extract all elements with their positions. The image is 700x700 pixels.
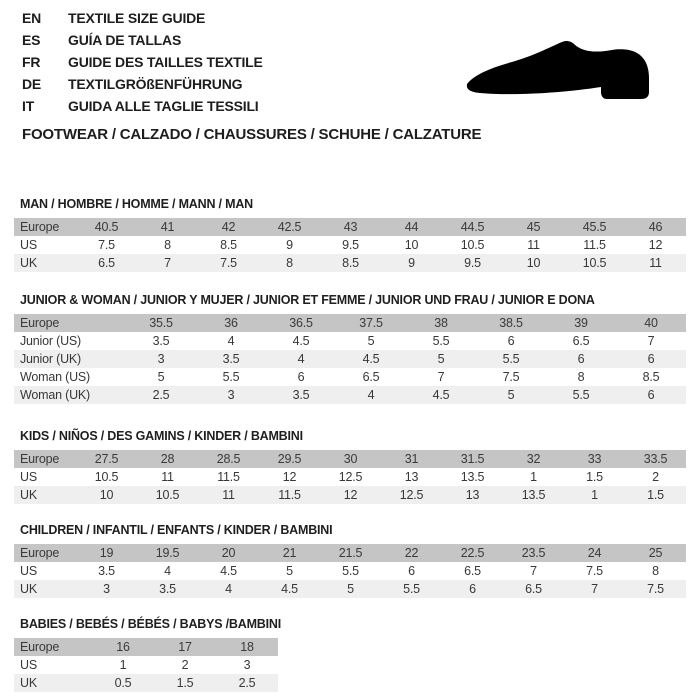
size-cell: 4 — [266, 350, 336, 368]
section-title: JUNIOR & WOMAN / JUNIOR Y MUJER / JUNIOR ET FEMME / JUNIOR UND FRAU / JUNIOR E DONA — [20, 293, 595, 307]
section-title: CHILDREN / INFANTIL / ENFANTS / KINDER / BAMBINI — [20, 523, 333, 537]
size-cell: 22.5 — [442, 544, 503, 562]
section-man — [14, 197, 686, 272]
row-label: Junior (US) — [14, 332, 126, 350]
size-cell: 5 — [406, 350, 476, 368]
table-row — [14, 350, 686, 368]
table-row — [14, 368, 686, 386]
size-cell: 6 — [476, 332, 546, 350]
size-cell: 7 — [406, 368, 476, 386]
size-table — [14, 638, 278, 692]
table-row — [14, 544, 686, 562]
language-label: TEXTILE SIZE GUIDE — [68, 10, 206, 26]
size-cell: 5 — [320, 580, 381, 598]
size-cell: 6 — [266, 368, 336, 386]
size-cell: 3 — [126, 350, 196, 368]
size-cell: 17 — [154, 638, 216, 656]
table-row — [14, 218, 686, 236]
size-cell: 11 — [625, 254, 686, 272]
table-row — [14, 468, 686, 486]
size-cell: 27.5 — [76, 450, 137, 468]
section-title: KIDS / NIÑOS / DES GAMINS / KINDER / BAMBINI — [20, 429, 303, 443]
row-label: US — [14, 468, 76, 486]
size-cell: 1 — [92, 656, 154, 674]
size-table — [14, 544, 686, 598]
size-cell: 44.5 — [442, 218, 503, 236]
size-cell: 32 — [503, 450, 564, 468]
size-cell: 13.5 — [442, 468, 503, 486]
size-cell: 6.5 — [442, 562, 503, 580]
size-table — [14, 450, 686, 504]
size-cell: 12.5 — [320, 468, 381, 486]
table-row — [14, 254, 686, 272]
size-cell: 28 — [137, 450, 198, 468]
table-row — [14, 386, 686, 404]
size-cell: 42.5 — [259, 218, 320, 236]
language-code: EN — [22, 10, 42, 26]
row-label: Woman (US) — [14, 368, 126, 386]
size-cell: 3.5 — [76, 562, 137, 580]
size-cell: 6 — [546, 350, 616, 368]
size-cell: 11.5 — [564, 236, 625, 254]
size-cell: 29.5 — [259, 450, 320, 468]
size-cell: 8 — [137, 236, 198, 254]
size-cell: 4 — [336, 386, 406, 404]
size-cell: 2.5 — [216, 674, 278, 692]
size-cell: 6 — [616, 386, 686, 404]
table-row — [14, 314, 686, 332]
size-cell: 38 — [406, 314, 476, 332]
size-cell: 22 — [381, 544, 442, 562]
size-cell: 7.5 — [564, 562, 625, 580]
size-cell: 10 — [76, 486, 137, 504]
language-row — [22, 51, 263, 73]
size-cell: 43 — [320, 218, 381, 236]
size-cell: 5 — [259, 562, 320, 580]
size-cell: 8.5 — [616, 368, 686, 386]
section-title: MAN / HOMBRE / HOMME / MANN / MAN — [20, 197, 253, 211]
size-cell: 5.5 — [196, 368, 266, 386]
size-cell: 4.5 — [198, 562, 259, 580]
size-cell: 3 — [76, 580, 137, 598]
size-cell: 2 — [154, 656, 216, 674]
size-cell: 16 — [92, 638, 154, 656]
size-cell: 12 — [259, 468, 320, 486]
size-cell: 20 — [198, 544, 259, 562]
size-cell: 6 — [616, 350, 686, 368]
row-label: Europe — [14, 218, 76, 236]
size-table — [14, 314, 686, 404]
row-label: UK — [14, 674, 92, 692]
size-cell: 37.5 — [336, 314, 406, 332]
table-row — [14, 332, 686, 350]
size-cell: 5.5 — [381, 580, 442, 598]
size-cell: 7.5 — [76, 236, 137, 254]
size-cell: 7 — [564, 580, 625, 598]
size-cell: 1 — [503, 468, 564, 486]
size-cell: 41 — [137, 218, 198, 236]
size-cell: 8 — [546, 368, 616, 386]
size-cell: 36 — [196, 314, 266, 332]
size-cell: 45.5 — [564, 218, 625, 236]
size-cell: 19.5 — [137, 544, 198, 562]
size-cell: 0.5 — [92, 674, 154, 692]
size-cell: 2 — [625, 468, 686, 486]
size-cell: 5 — [336, 332, 406, 350]
size-cell: 4 — [137, 562, 198, 580]
size-cell: 1.5 — [625, 486, 686, 504]
size-cell: 8 — [259, 254, 320, 272]
size-cell: 9 — [381, 254, 442, 272]
size-cell: 1.5 — [564, 468, 625, 486]
shoe-icon — [464, 40, 670, 110]
language-row — [22, 7, 263, 29]
row-label: Junior (UK) — [14, 350, 126, 368]
size-cell: 31.5 — [442, 450, 503, 468]
row-label: Europe — [14, 638, 92, 656]
size-cell: 28.5 — [198, 450, 259, 468]
row-label: UK — [14, 486, 76, 504]
size-table — [14, 218, 686, 272]
size-cell: 6.5 — [336, 368, 406, 386]
size-cell: 5 — [126, 368, 196, 386]
size-cell: 4.5 — [259, 580, 320, 598]
table-row — [14, 638, 278, 656]
language-label: GUÍA DE TALLAS — [68, 32, 182, 48]
size-cell: 1 — [564, 486, 625, 504]
section-junior-woman — [14, 293, 686, 404]
size-cell: 35.5 — [126, 314, 196, 332]
size-cell: 9.5 — [320, 236, 381, 254]
size-cell: 3.5 — [266, 386, 336, 404]
size-cell: 2.5 — [126, 386, 196, 404]
size-cell: 4.5 — [336, 350, 406, 368]
language-code: ES — [22, 32, 41, 48]
size-cell: 11 — [137, 468, 198, 486]
size-cell: 10.5 — [564, 254, 625, 272]
size-cell: 21.5 — [320, 544, 381, 562]
size-cell: 40 — [616, 314, 686, 332]
size-cell: 11.5 — [259, 486, 320, 504]
section-title: BABIES / BEBÉS / BÉBÉS / BABYS /BAMBINI — [20, 617, 281, 631]
size-cell: 13.5 — [503, 486, 564, 504]
size-cell: 11 — [198, 486, 259, 504]
size-cell: 3 — [216, 656, 278, 674]
size-cell: 45 — [503, 218, 564, 236]
row-label: UK — [14, 254, 76, 272]
section-children — [14, 523, 686, 598]
size-cell: 6 — [381, 562, 442, 580]
size-cell: 30 — [320, 450, 381, 468]
size-cell: 4 — [196, 332, 266, 350]
size-cell: 5.5 — [546, 386, 616, 404]
size-cell: 6.5 — [546, 332, 616, 350]
size-cell: 10.5 — [442, 236, 503, 254]
size-cell: 6.5 — [503, 580, 564, 598]
size-cell: 33 — [564, 450, 625, 468]
size-cell: 7.5 — [625, 580, 686, 598]
size-cell: 31 — [381, 450, 442, 468]
size-cell: 11.5 — [198, 468, 259, 486]
language-label: GUIDA ALLE TAGLIE TESSILI — [68, 98, 259, 114]
size-cell: 7 — [503, 562, 564, 580]
size-cell: 42 — [198, 218, 259, 236]
size-cell: 9.5 — [442, 254, 503, 272]
size-cell: 13 — [381, 468, 442, 486]
size-cell: 6 — [442, 580, 503, 598]
size-cell: 11 — [503, 236, 564, 254]
size-cell: 5.5 — [320, 562, 381, 580]
size-cell: 1.5 — [154, 674, 216, 692]
size-cell: 12.5 — [381, 486, 442, 504]
table-row — [14, 486, 686, 504]
size-cell: 3 — [196, 386, 266, 404]
language-code: FR — [22, 54, 41, 70]
size-cell: 25 — [625, 544, 686, 562]
size-cell: 10 — [381, 236, 442, 254]
size-cell: 39 — [546, 314, 616, 332]
size-cell: 23.5 — [503, 544, 564, 562]
table-row — [14, 236, 686, 254]
size-cell: 4.5 — [406, 386, 476, 404]
size-cell: 21 — [259, 544, 320, 562]
size-cell: 10.5 — [137, 486, 198, 504]
language-row — [22, 95, 263, 117]
size-cell: 44 — [381, 218, 442, 236]
language-code: DE — [22, 76, 42, 92]
row-label: Europe — [14, 314, 126, 332]
section-babies — [14, 617, 281, 692]
size-cell: 10.5 — [76, 468, 137, 486]
size-cell: 24 — [564, 544, 625, 562]
size-cell: 8 — [625, 562, 686, 580]
size-cell: 36.5 — [266, 314, 336, 332]
size-cell: 9 — [259, 236, 320, 254]
size-cell: 3.5 — [137, 580, 198, 598]
row-label: Woman (UK) — [14, 386, 126, 404]
size-cell: 12 — [625, 236, 686, 254]
size-cell: 6.5 — [76, 254, 137, 272]
size-cell: 5 — [476, 386, 546, 404]
size-cell: 8.5 — [320, 254, 381, 272]
row-label: US — [14, 656, 92, 674]
row-label: Europe — [14, 450, 76, 468]
size-cell: 7 — [137, 254, 198, 272]
size-cell: 4 — [198, 580, 259, 598]
language-row — [22, 73, 263, 95]
size-cell: 8.5 — [198, 236, 259, 254]
size-cell: 46 — [625, 218, 686, 236]
table-row — [14, 562, 686, 580]
size-cell: 38.5 — [476, 314, 546, 332]
table-row — [14, 580, 686, 598]
row-label: Europe — [14, 544, 76, 562]
size-cell: 33.5 — [625, 450, 686, 468]
table-row — [14, 656, 278, 674]
language-row — [22, 29, 263, 51]
section-kids — [14, 429, 686, 504]
size-cell: 5.5 — [476, 350, 546, 368]
size-cell: 12 — [320, 486, 381, 504]
table-row — [14, 450, 686, 468]
category-title: FOOTWEAR / CALZADO / CHAUSSURES / SCHUHE / CALZATURE — [22, 126, 482, 143]
size-cell: 7.5 — [198, 254, 259, 272]
size-cell: 40.5 — [76, 218, 137, 236]
size-cell: 7.5 — [476, 368, 546, 386]
size-cell: 7 — [616, 332, 686, 350]
size-cell: 3.5 — [126, 332, 196, 350]
language-list — [22, 7, 263, 117]
size-cell: 5.5 — [406, 332, 476, 350]
language-label: GUIDE DES TAILLES TEXTILE — [68, 54, 263, 70]
size-cell: 13 — [442, 486, 503, 504]
size-cell: 3.5 — [196, 350, 266, 368]
language-code: IT — [22, 98, 35, 114]
row-label: UK — [14, 580, 76, 598]
size-cell: 10 — [503, 254, 564, 272]
table-row — [14, 674, 278, 692]
row-label: US — [14, 562, 76, 580]
size-cell: 4.5 — [266, 332, 336, 350]
row-label: US — [14, 236, 76, 254]
size-cell: 19 — [76, 544, 137, 562]
language-label: TEXTILGRÖßENFÜHRUNG — [68, 76, 243, 92]
size-cell: 18 — [216, 638, 278, 656]
